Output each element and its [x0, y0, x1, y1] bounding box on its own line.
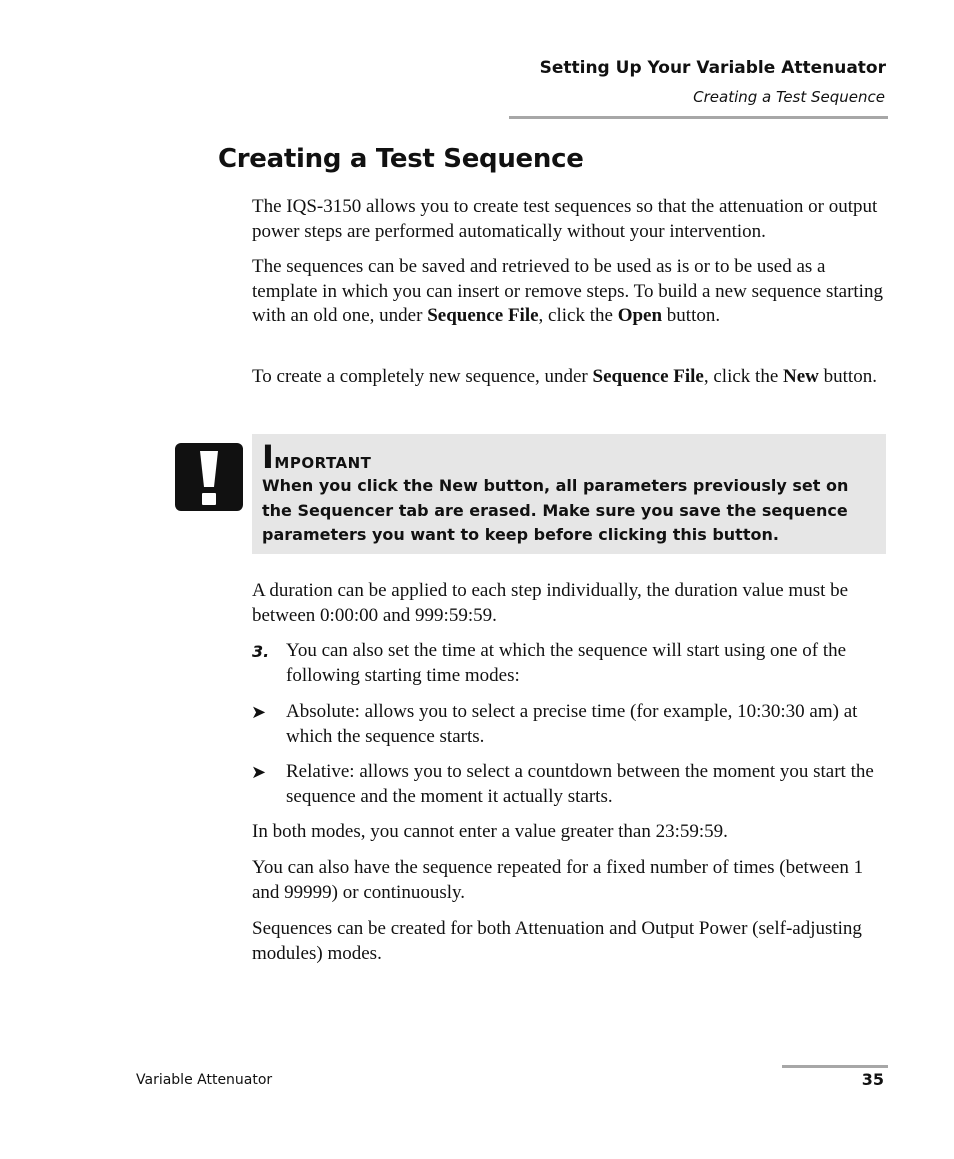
- intro-paragraph-1: [252, 195, 892, 244]
- intro-paragraph-2: [252, 255, 892, 329]
- modes-paragraph: [252, 820, 892, 845]
- header-divider: [509, 116, 888, 119]
- bullet-text: Absolute: allows you to select a precise time (for example, 10:30:30 am) at which the sequence starts.: [286, 701, 858, 747]
- intro-text-2b: , click the: [538, 305, 618, 326]
- open-button-label: Open: [617, 305, 663, 326]
- sequence-file-label-2: Sequence File: [592, 366, 704, 387]
- intro-text-3b: , click the: [703, 366, 784, 387]
- important-notice: [252, 434, 886, 554]
- intro-text-2c: button.: [662, 305, 721, 326]
- intro-paragraph-3: [252, 365, 892, 390]
- repeat-paragraph: [252, 856, 892, 905]
- important-heading-rest: mportant: [274, 449, 372, 474]
- exclamation-icon: [175, 443, 243, 511]
- important-heading: [262, 438, 371, 476]
- step-number: 3.: [252, 642, 270, 661]
- footer-divider: [782, 1065, 888, 1068]
- modes-text: In both modes, you cannot enter a value greater than 23:59:59.: [252, 821, 728, 842]
- bullet-item-absolute: [286, 700, 890, 749]
- bullet-text: Relative: allows you to select a countdown between the moment you start the sequence and the moment it actually starts.: [286, 761, 874, 807]
- intro-text-3a: To create a completely new sequence, under: [252, 366, 593, 387]
- important-heading-cap: I: [262, 438, 275, 476]
- step-text: You can also set the time at which the sequence will start using one of the following starting time modes:: [286, 640, 847, 686]
- duration-text: A duration can be applied to each step individually, the duration value must be between 0:00:00 and 999:59:59.: [252, 580, 849, 626]
- repeat-text: You can also have the sequence repeated for a fixed number of times (between 1 and 99999) or continuously.: [252, 857, 864, 903]
- page-number: 35: [861, 1070, 884, 1089]
- bullet-arrow-icon: ➤: [251, 762, 267, 783]
- intro-text-2a: The sequences can be saved and retrieved to be used as is or to be used as a template in which you can insert or remove steps. To build a new sequence starting with an old one, under: [252, 256, 883, 326]
- chapter-title: Setting Up Your Variable Attenuator: [539, 58, 886, 78]
- section-title: Creating a Test Sequence: [218, 144, 584, 174]
- final-paragraph: [252, 917, 892, 966]
- sequence-file-label: Sequence File: [427, 305, 539, 326]
- intro-text-3c: button.: [818, 366, 877, 387]
- bullet-item-relative: [286, 760, 890, 809]
- final-text: Sequences can be created for both Attenuation and Output Power (self-adjusting modules) modes.: [252, 918, 862, 964]
- bullet-arrow-icon: ➤: [251, 702, 267, 723]
- section-subtitle: Creating a Test Sequence: [693, 88, 885, 106]
- important-text: When you click the New button, all parameters previously set on the Sequencer tab are erased. Make sure you save the sequence parameters you want to keep before clicking this button.: [262, 476, 849, 544]
- intro-text-1: The IQS-3150 allows you to create test sequences so that the attenuation or output power steps are performed automatically without your intervention.: [252, 196, 878, 242]
- new-button-label: New: [783, 366, 819, 387]
- footer-doc-title: Variable Attenuator: [136, 1072, 273, 1088]
- duration-paragraph: [252, 579, 892, 628]
- step-item: [286, 639, 890, 688]
